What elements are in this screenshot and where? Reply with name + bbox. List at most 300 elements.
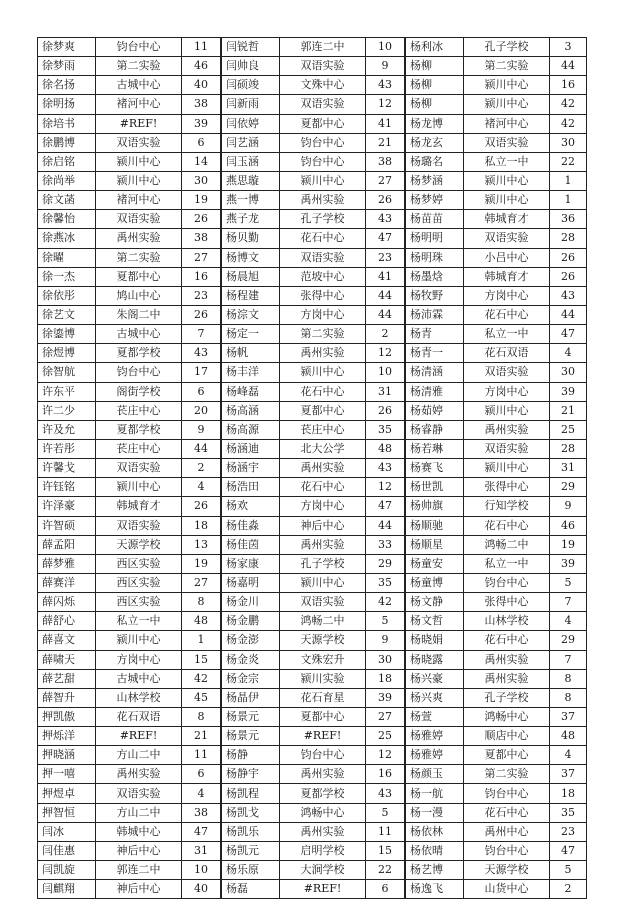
school-cell: 西区实验 [96,554,182,573]
student-name-cell: 杨家康 [222,554,280,573]
number-cell: 44 [366,516,405,535]
number-cell: 30 [366,650,405,669]
student-name-cell: 杨兴豪 [406,669,464,688]
school-cell: 禹州中心 [464,822,550,841]
number-cell: 43 [366,76,405,95]
school-cell: 西区实验 [96,593,182,612]
school-cell: 西区实验 [96,573,182,592]
school-cell: 古城中心 [96,76,182,95]
school-cell: 双语实验 [96,516,182,535]
school-cell: 颍川中心 [464,171,550,190]
school-cell: 夏都中心 [464,746,550,765]
school-cell: 禹州实验 [96,229,182,248]
student-name-cell: 杨晶伊 [222,688,280,707]
school-cell: 私立一中 [464,325,550,344]
school-cell: 阁街学校 [96,382,182,401]
table-row [38,478,221,497]
number-cell: 2 [182,459,221,478]
student-name-cell: 闫新雨 [222,95,280,114]
school-cell: 私立一中 [96,612,182,631]
student-name-cell: 许及允 [38,420,96,439]
student-name-cell: 燕思璇 [222,171,280,190]
school-cell: 钧台中心 [280,133,366,152]
student-name-cell: 燕子龙 [222,210,280,229]
student-name-cell: 杨欢 [222,497,280,516]
number-cell: 48 [366,439,405,458]
student-name-cell: 许智硕 [38,516,96,535]
school-cell: 双语实验 [464,363,550,382]
table-row [406,344,587,363]
table-row [406,880,587,899]
number-cell: 21 [366,133,405,152]
school-cell: 颍川中心 [96,631,182,650]
number-cell: 27 [366,171,405,190]
number-cell: 31 [550,459,587,478]
number-cell: 5 [366,612,405,631]
school-cell: 颍川中心 [464,459,550,478]
number-cell: 44 [182,439,221,458]
student-name-cell: 押晓涵 [38,746,96,765]
number-cell: 23 [366,248,405,267]
table-row [38,803,221,822]
number-cell: 6 [182,765,221,784]
student-name-cell: 杨墨焓 [406,267,464,286]
school-cell: 花石双语 [464,344,550,363]
table-row [38,497,221,516]
school-cell: 孔子学校 [464,688,550,707]
student-name-cell: 杨静宇 [222,765,280,784]
school-cell: 第二实验 [96,57,182,76]
number-cell: 12 [366,344,405,363]
table-row [222,171,405,190]
student-name-cell: 闫依婷 [222,114,280,133]
table-row [222,727,405,746]
school-cell: 颍川中心 [464,95,550,114]
school-cell: #REF! [280,727,366,746]
number-cell: 26 [550,248,587,267]
school-cell: 方山二中 [96,803,182,822]
student-name-cell: 杨文哲 [406,612,464,631]
table-row [38,688,221,707]
school-cell: 行知学校 [464,497,550,516]
student-name-cell: 徐培书 [38,114,96,133]
table-row [38,707,221,726]
number-cell: 38 [182,229,221,248]
table-row [222,325,405,344]
table-row [222,114,405,133]
student-name-cell: 杨乐原 [222,861,280,880]
number-cell: 8 [550,688,587,707]
table-row [222,746,405,765]
student-name-cell: 杨梦涵 [406,171,464,190]
school-cell: 双语实验 [464,229,550,248]
number-cell: 39 [550,554,587,573]
number-cell: 8 [182,707,221,726]
student-name-cell: 杨柳 [406,95,464,114]
school-cell: 花石中心 [280,478,366,497]
student-name-cell: 杨帅旗 [406,497,464,516]
number-cell: 38 [182,95,221,114]
school-cell: 苌庄中心 [96,401,182,420]
student-name-cell: 杨萱 [406,707,464,726]
student-name-cell: 杨文静 [406,593,464,612]
number-cell: 43 [550,286,587,305]
school-cell: 小吕中心 [464,248,550,267]
table-row [222,612,405,631]
student-name-cell: 徐梦爽 [38,38,96,57]
number-cell: 16 [182,267,221,286]
school-cell: 顺店中心 [464,727,550,746]
student-name-cell: 杨涵迪 [222,439,280,458]
number-cell: 18 [366,669,405,688]
table-row [222,707,405,726]
table-row [406,305,587,324]
student-name-cell: 杨程建 [222,286,280,305]
school-cell: 颍川中心 [280,363,366,382]
table-row [222,669,405,688]
school-cell: 神后中心 [96,880,182,899]
student-name-cell: 杨雅婷 [406,727,464,746]
student-name-cell: 杨逸飞 [406,880,464,899]
student-name-cell: 许二少 [38,401,96,420]
student-name-cell: 徐明扬 [38,95,96,114]
table-row [222,229,405,248]
table-row [38,305,221,324]
number-cell: 26 [366,401,405,420]
number-cell: 40 [182,76,221,95]
table-row [38,593,221,612]
table-row [406,612,587,631]
number-cell: 35 [366,573,405,592]
table-row [406,248,587,267]
table-row [222,382,405,401]
number-cell: 7 [550,650,587,669]
table-row [222,210,405,229]
student-name-cell: 杨雅婷 [406,746,464,765]
number-cell: 43 [366,784,405,803]
school-cell: 山林学校 [96,688,182,707]
number-cell: 11 [182,746,221,765]
school-cell: 第二实验 [464,765,550,784]
student-name-cell: 押凯傲 [38,707,96,726]
number-cell: 4 [182,784,221,803]
number-cell: 41 [366,267,405,286]
table-row [222,631,405,650]
school-cell: 夏都学校 [96,344,182,363]
student-name-cell: 杨利冰 [406,38,464,57]
number-cell: 4 [550,344,587,363]
school-cell: 夏都中心 [96,267,182,286]
school-cell: 天源学校 [96,535,182,554]
number-cell: 31 [366,382,405,401]
number-cell: 2 [550,880,587,899]
number-cell: 37 [550,707,587,726]
school-cell: 花石中心 [464,305,550,324]
student-name-cell: 薛喜文 [38,631,96,650]
student-name-cell: 押智恒 [38,803,96,822]
student-name-cell: 杨牧野 [406,286,464,305]
school-cell: 花石中心 [464,631,550,650]
student-name-cell: 杨依林 [406,822,464,841]
student-name-cell: 杨景元 [222,707,280,726]
table-row [406,727,587,746]
school-cell: 双语实验 [464,439,550,458]
table-row [38,746,221,765]
number-cell: 11 [182,38,221,57]
table-row [222,650,405,669]
table-row [222,152,405,171]
school-cell: 褚河中心 [96,191,182,210]
school-cell: 方岗中心 [280,305,366,324]
table-row [222,784,405,803]
school-cell: 夏都中心 [280,114,366,133]
number-cell: 38 [366,152,405,171]
student-name-cell: 杨茹婷 [406,401,464,420]
table-row [38,191,221,210]
table-row [222,38,405,57]
table-row [406,420,587,439]
number-cell: 46 [182,57,221,76]
table-row [406,38,587,57]
school-cell: 禹州实验 [280,765,366,784]
student-name-cell: 徐智航 [38,363,96,382]
student-name-cell: 杨凯乐 [222,822,280,841]
student-name-cell: 杨兴爽 [406,688,464,707]
student-name-cell: 杨童博 [406,573,464,592]
student-name-cell: 杨磊 [222,880,280,899]
number-cell: 1 [550,191,587,210]
table-row [406,363,587,382]
table-row [406,152,587,171]
student-name-cell: 杨青 [406,325,464,344]
student-name-cell: 闫玉涵 [222,152,280,171]
number-cell: 42 [182,669,221,688]
student-name-cell: 薛智升 [38,688,96,707]
school-cell: 颍川中心 [464,76,550,95]
table-row [222,861,405,880]
school-cell: 禹州实验 [464,650,550,669]
school-cell: 禹州实验 [464,420,550,439]
table-row [406,191,587,210]
number-cell: 2 [366,325,405,344]
school-cell: 夏都中心 [280,401,366,420]
student-name-cell: 闫艺涵 [222,133,280,152]
student-name-cell: 杨景元 [222,727,280,746]
number-cell: 9 [182,420,221,439]
school-cell: 朱阁二中 [96,305,182,324]
table-row [222,803,405,822]
table-row [406,841,587,860]
school-cell: 花石双语 [96,707,182,726]
student-name-cell: 杨静 [222,746,280,765]
school-cell: 夏都中心 [280,707,366,726]
table-row [222,535,405,554]
number-cell: 25 [366,727,405,746]
table-row [406,535,587,554]
table-row [222,516,405,535]
number-cell: 26 [182,305,221,324]
school-cell: 天源学校 [464,861,550,880]
student-name-cell: 杨梦婷 [406,191,464,210]
table-row [38,612,221,631]
school-cell: 郭连二中 [280,38,366,57]
number-cell: 45 [182,688,221,707]
school-cell: 花石中心 [280,229,366,248]
table-row [222,478,405,497]
student-name-cell: 杨帆 [222,344,280,363]
table-row [406,382,587,401]
student-name-cell: 押一嘻 [38,765,96,784]
student-name-cell: 徐煜博 [38,344,96,363]
number-cell: 43 [366,210,405,229]
student-name-cell: 杨清涵 [406,363,464,382]
school-cell: 褚河中心 [96,95,182,114]
student-name-cell: 杨金鹏 [222,612,280,631]
school-cell: #REF! [96,114,182,133]
school-cell: 私立一中 [464,152,550,171]
student-name-cell: 杨金川 [222,593,280,612]
table-row [406,229,587,248]
table-row [222,439,405,458]
number-cell: 42 [550,114,587,133]
school-cell: 双语实验 [96,784,182,803]
table-row [222,822,405,841]
roster-table-column-1 [37,37,221,899]
number-cell: 1 [550,171,587,190]
school-cell: 钧台中心 [464,784,550,803]
number-cell: 22 [550,152,587,171]
number-cell: 33 [366,535,405,554]
table-row [38,133,221,152]
number-cell: 8 [182,593,221,612]
student-name-cell: 闫帅良 [222,57,280,76]
school-cell: 范坡中心 [280,267,366,286]
number-cell: 10 [182,861,221,880]
school-cell: 郭连二中 [96,861,182,880]
student-name-cell: 杨凯程 [222,784,280,803]
student-name-cell: 徐燕冰 [38,229,96,248]
school-cell: 张得中心 [464,478,550,497]
student-name-cell: 薛啸天 [38,650,96,669]
student-name-cell: 杨柳 [406,57,464,76]
school-cell: 方山二中 [96,746,182,765]
student-name-cell: 闫硕竣 [222,76,280,95]
student-name-cell: 杨凯元 [222,841,280,860]
student-name-cell: 杨顺星 [406,535,464,554]
number-cell: 29 [366,554,405,573]
school-cell: 禹州实验 [280,535,366,554]
school-cell: 第二实验 [464,57,550,76]
student-name-cell: 徐一杰 [38,267,96,286]
table-row [38,248,221,267]
number-cell: 44 [366,286,405,305]
number-cell: 36 [550,210,587,229]
number-cell: 26 [182,210,221,229]
student-name-cell: 薛梦雅 [38,554,96,573]
number-cell: 47 [550,325,587,344]
number-cell: 35 [366,420,405,439]
number-cell: 6 [182,133,221,152]
student-name-cell: 杨浩田 [222,478,280,497]
number-cell: 6 [182,382,221,401]
school-cell: 天源学校 [280,631,366,650]
student-name-cell: 闫凯旋 [38,861,96,880]
student-name-cell: 杨晓娟 [406,631,464,650]
table-row [38,535,221,554]
number-cell: 9 [366,631,405,650]
number-cell: 44 [366,305,405,324]
number-cell: 3 [550,38,587,57]
table-row [222,286,405,305]
number-cell: 47 [182,822,221,841]
table-row [222,76,405,95]
table-row [406,95,587,114]
table-row [222,880,405,899]
school-cell: 山货中心 [464,880,550,899]
student-name-cell: 徐尚举 [38,171,96,190]
school-cell: 第二实验 [280,325,366,344]
student-name-cell: 杨龙玄 [406,133,464,152]
number-cell: 16 [366,765,405,784]
school-cell: 颍川中心 [96,478,182,497]
table-row [222,57,405,76]
school-cell: 方岗中心 [96,650,182,669]
number-cell: 44 [550,305,587,324]
student-name-cell: 杨定一 [222,325,280,344]
student-name-cell: 徐鎏博 [38,325,96,344]
school-cell: 夏都学校 [96,420,182,439]
number-cell: 47 [366,497,405,516]
student-name-cell: 杨淙文 [222,305,280,324]
student-name-cell: 薛孟阳 [38,535,96,554]
student-name-cell: 徐曜 [38,248,96,267]
table-row [222,554,405,573]
school-cell: 花石中心 [464,516,550,535]
table-row [406,573,587,592]
student-name-cell: 杨佳茵 [222,535,280,554]
school-cell: 钧台中心 [464,573,550,592]
table-row [406,171,587,190]
school-cell: 双语实验 [280,248,366,267]
school-cell: 禹州实验 [96,765,182,784]
table-row [38,861,221,880]
table-row [38,57,221,76]
student-name-cell: 杨龙博 [406,114,464,133]
student-name-cell: 薛舒心 [38,612,96,631]
table-row [38,727,221,746]
table-row [406,439,587,458]
school-cell: 禹州实验 [280,459,366,478]
table-row [38,325,221,344]
table-row [406,401,587,420]
table-row [38,516,221,535]
number-cell: 37 [550,765,587,784]
number-cell: 19 [550,535,587,554]
number-cell: 30 [550,363,587,382]
student-name-cell: 许馨戈 [38,459,96,478]
school-cell: 双语实验 [96,210,182,229]
number-cell: 18 [550,784,587,803]
number-cell: 7 [550,593,587,612]
student-name-cell: 徐依彤 [38,286,96,305]
student-name-cell: 闫麒翔 [38,880,96,899]
school-cell: 韩城育才 [464,267,550,286]
number-cell: 30 [182,171,221,190]
school-cell: 颍川中心 [280,573,366,592]
table-row [38,114,221,133]
student-name-cell: 杨涵宇 [222,459,280,478]
student-name-cell: 徐鹏博 [38,133,96,152]
